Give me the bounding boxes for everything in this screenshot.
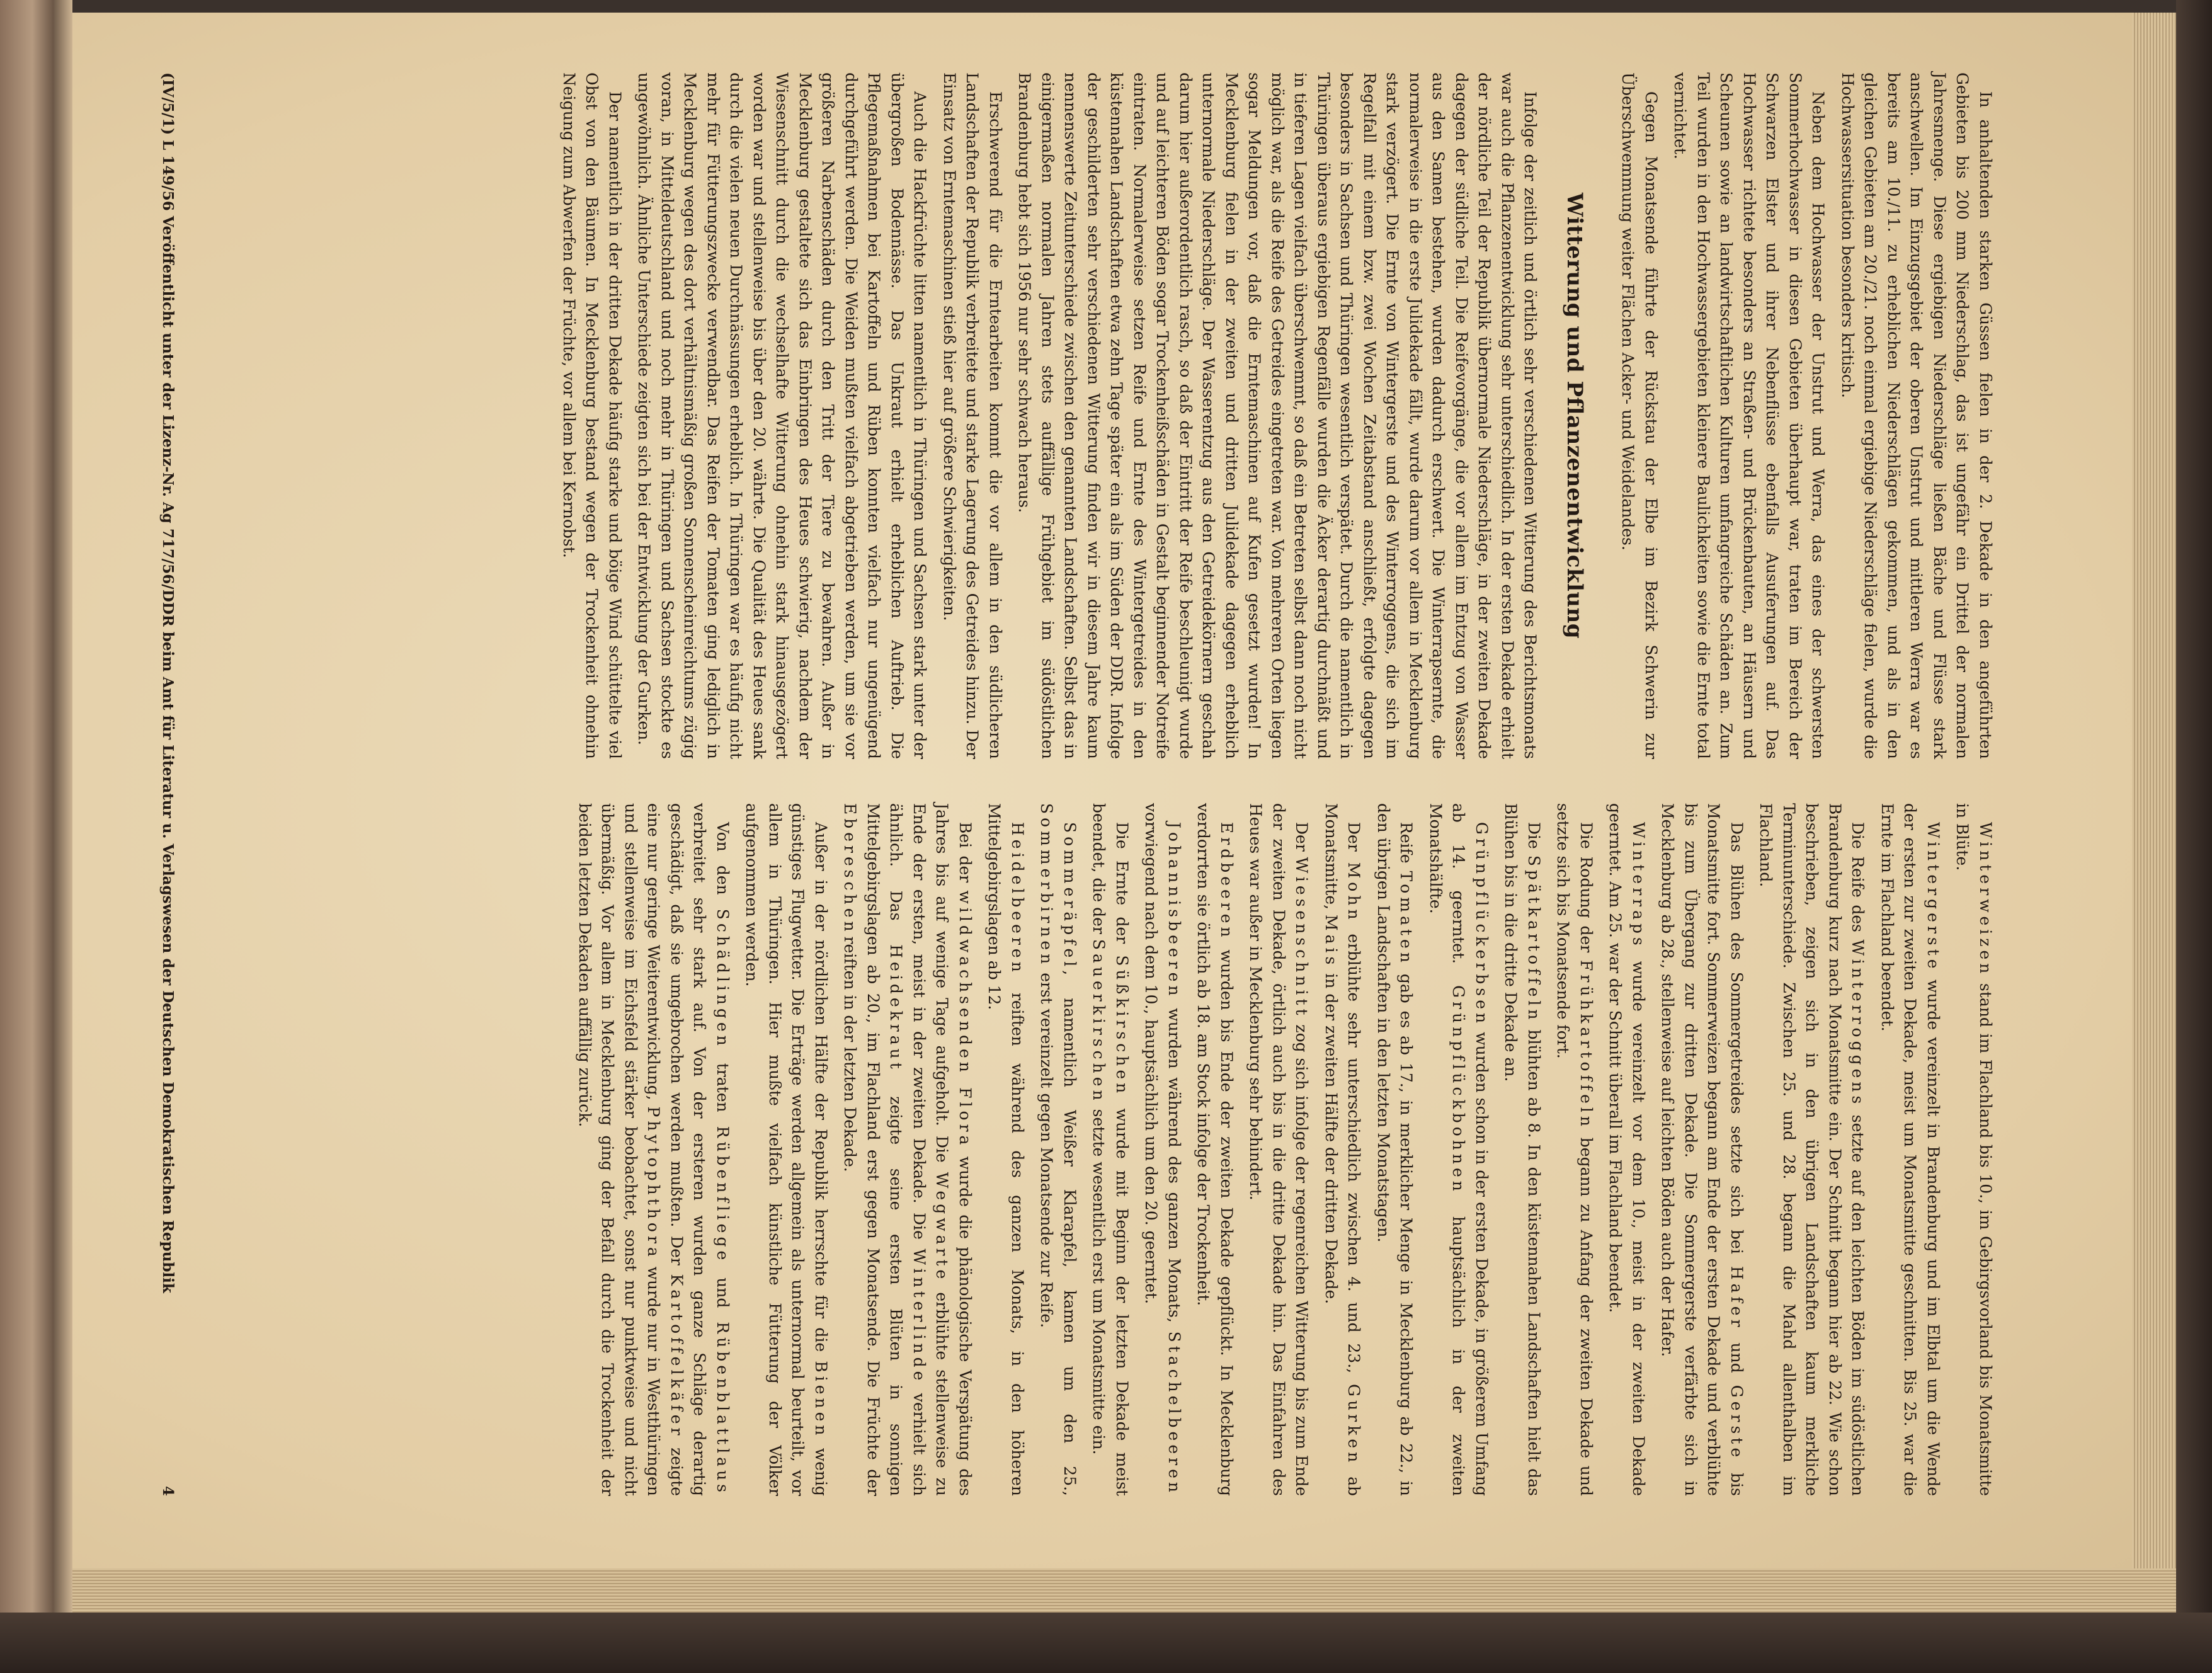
paragraph-wiesenschnitt — [1244, 803, 1313, 1496]
spaced-term: Kartoffelkäfer — [668, 1274, 686, 1439]
text-run: zog sich infolge der regenreichen Witterung bis zum Ende der zweiten Dekade, örtlich auch bis in die dritte Dekade hin. Das Einfahren des Heues war außer in Mecklenburg sehr behindert. — [1246, 803, 1311, 1496]
text-run: wurde mit Beginn der letzten Dekade meist beendet, die der — [1090, 803, 1131, 1496]
spaced-term: Hafer — [1728, 1265, 1746, 1331]
text-run: zeigte seine ersten Blüten in sonnigen Mittelgebirgslagen ab 20., im Flachland erst gegen Monatsende. Die Früchte der — [864, 803, 906, 1496]
text-run: bis Monatsmitte fort. Sommerweizen begann am Ende der ersten Dekade und verblühte bis zum Übergang zur dritten Dekade. Die Sommergerste verfärbte sich in Mecklenburg ab 28., stellenweise auf leichten Böden auch der Hafer. — [1658, 803, 1746, 1496]
text-run: Das Blühen des Sommergetreides setzte sich bei — [1728, 822, 1746, 1266]
text-run: Der — [1292, 822, 1311, 857]
page-content — [101, 28, 2066, 1540]
text-run: hauptsächlich in der zweiten Monatshälfte. — [1427, 803, 1468, 1496]
text-run: setzte auf den leichten Böden im südöstlichen Brandenburg kurz nach Monatsmitte ein. Der Schnitt begann hier ab 22. Wie schon beschrieben, zeigen sich in den übrigen Landschaften kaum merkliche Terminunterschiede. Zwischen 25. und 28. begann die Mahd allenthalben im Flachland. — [1757, 803, 1867, 1496]
spaced-term: Mohn — [1345, 862, 1364, 923]
spaced-term: Wiesenschnitt — [1292, 857, 1311, 1019]
text-run: reiften während des ganzen Monats, in den höheren Mittelgebirgslagen ab 12. — [985, 803, 1027, 1496]
text-run: wurde die phänologische Verspätung des Jahres bis auf wenige Tage aufgeholt. Die — [933, 803, 974, 1496]
spaced-term: Stachelbeeren — [1165, 1331, 1183, 1496]
text-run: wenig günstiges Flugwetter. Die Erträge werden allgemein als unternormal beurteilt, vor allem in Thüringen. Hier mußte vielfach künstliche Fütterung der Völker aufgenommen werden. — [743, 803, 830, 1496]
text-run: Die Ernte der — [1113, 822, 1131, 956]
book-cover-left-edge — [0, 0, 54, 1673]
text-run: begann zu Anfang der zweiten Dekade und setzte sich bis Monatsende fort. — [1554, 803, 1595, 1496]
book-cover-right-edge — [2176, 0, 2212, 1673]
text-run: vorwiegend nach dem 10., hauptsächlich um den 20. geerntet. — [1142, 803, 1161, 1305]
paragraph: Auch die Hackfrüchte litten namentlich in Thüringen und Sachsen stark unter der übergroßen Bodennässe. Das Unkraut erhielt erheblichen Auftrieb. Die Pflegemaßnahmen bei Kartoffeln und Rüben konnten vielfach nur ungenügend durchgeführt werden. Die Weiden mußten vielfach abgetrieben werden, um sie vor größeren Narbenschäden durch den Tritt der Tiere zu bewahren. Außer in Mecklenburg gestaltete sich das Einbringen des Heues schwierig, nachdem der Wiesenschnitt durch die wechselhafte Witterung ohnehin stark hinausgezögert worden war und stellenweise bis über den 20. währte. Die Qualität des Heues sank durch die vielen neuen Durchnässungen erheblich. In Thüringen war es häufig nicht mehr für Fütterungszwecke verwendbar. Das Reifen der Tomaten ging lediglich in Mecklenburg wegen des dort verhältnismäßig großen Sonnenscheinreichtums zügig voran, in Mitteldeutschland und noch mehr in Thüringen und Sachsen stockte es ungewöhnlich. Ähnliche Unterschiede zeigten sich bei der Entwicklung der Gurken. — [635, 72, 930, 759]
spaced-term: Rübenfliege — [714, 1126, 732, 1264]
text-run: Außer in der nördlichen Hälfte der Republik herrschte für die — [812, 822, 830, 1361]
text-run: Von den — [714, 822, 732, 909]
spaced-term: Rübenblattlaus — [714, 1322, 732, 1496]
paragraph-heidelbeeren — [983, 803, 1029, 1496]
text-run: traten — [714, 1049, 732, 1126]
paragraph-schaedlinge — [573, 803, 734, 1496]
page-stack-edge — [2132, 13, 2176, 1568]
paragraph: Neben dem Hochwasser der Unstrut und Werra, das eines der schwersten Sommerhochwasser in diesen Gebieten überhaupt war, traten im Bereich der Schwarzen Elster und ihrer Nebenflüsse ebenfalls Ausuferungen auf. Das Hochwasser richtete besonders an Straßen- und Brückenbauten, an Häusern und Scheunen sowie an landwirtschaftlichen Kulturen umfangreiche Schäden an. Zum Teil wurden in den Hochwassergebieten kleinere Baulichkeiten sowie die Ernte total vernichtet. — [1671, 72, 1828, 759]
spaced-term: Grünpflückbohnen — [1449, 985, 1468, 1195]
spaced-term: Wegwarte — [933, 1172, 952, 1283]
paragraph: Infolge der zeitlich und örtlich sehr verschiedenen Witterung des Berichtsmonats war auch die Pflanzenentwicklung sehr unterschiedlich. In der ersten Dekade erhielt der nördliche Teil der Republik übernormale Niederschläge, in der zweiten Dekade dagegen der südliche Teil. Die Reifevorgänge, die vor allem im Entzug von Wasser aus den Samen bestehen, wurden dadurch erschwert. Die Winterrapsernte, die normalerweise in die erste Julidekade fällt, wurde darum vor allem in Mecklenburg stark verzögert. Die Ernte von Wintergerste und des Winterroggens, die sich im Regelfall mit einem bzw. zwei Wochen Zeitabstand anschließt, erfolgte dagegen besonders in Sachsen und Thüringen wesentlich verspätet. Durch die namentlich in Thüringen überaus ergiebigen Regenfälle wurden die Äcker derartig durchnäßt und in tieferen Lagen vielfach überschwemmt, so daß ein Betreten selbst dann noch nicht möglich war, als die Reife des Getreides eingetreten war. Von mehreren Orten liegen sogar Meldungen vor, daß die Erntemaschinen auf Kufen gesetzt wurden! In Mecklenburg fielen in der zweiten und dritten Julidekade dagegen erheblich unternormale Niederschläge. Der Wasserentzug aus den Getreidekörnern geschah darum hier außerordentlich rasch, so daß der Eintritt der Reife beschleunigt wurde und auf leichteren Böden sogar Trockenheißschäden in Gestalt beginnender Notreife eintraten. Normalerweise setzen Reife und Ernte des Wintergetreides in den küstennahen Landschaften etwa zehn Tage später ein als im Süden der DDR. Infolge der geschilderten sehr verschiedenen Witterung finden wir in diesem Jahre kaum nennenswerte Zeitunterschiede zwischen den genannten Landschaften. Selbst das in einigermaßen normalen Jahren stets auffällige Frühgebiet im südöstlichen Brandenburg hebt sich 1956 nur sehr schwach heraus. — [1015, 72, 1540, 759]
spaced-term: Schädlingen — [714, 908, 732, 1049]
paragraph-fruehkartoffeln — [1551, 803, 1597, 1496]
paragraph-gruenpflueck — [1424, 803, 1493, 1496]
paragraph: In anhaltenden starken Güssen fielen in der 2. Dekade in den angeführten Gebieten bis 200 mm Niederschlag, das ist ungefähr ein Drittel der normalen Jahresmenge. Diese ergiebigen Niederschläge ließen Bäche und Flüsse stark anschwellen. Im Einzugsgebiet der oberen Unstrut und mittleren Werra war es bereits am 10./11. zu erheblichen Niederschlägen gekommen, und als in den gleichen Gebieten am 20./21. noch einmal ergiebige Niederschläge fielen, wurde die Hochwassersituation besonders kritisch. — [1839, 72, 1995, 759]
text-run: wurden bis Ende der zweiten Dekade gepflückt. In Mecklenburg verdorrten sie örtlich ab 18. am Stock infolge der Trockenheit. — [1194, 803, 1236, 1496]
paragraph: Gegen Monatsende führte der Rückstau der Elbe im Bezirk Schwerin zur Überschwemmung weiter Flächen Acker- und Weidelandes. — [1619, 72, 1660, 759]
text-run: in der zweiten Hälfte der dritten Dekade. — [1322, 968, 1340, 1305]
spaced-term: Heidelbeeren — [1008, 822, 1027, 976]
page-gutter — [54, 0, 72, 1673]
spaced-term: Tomaten — [1397, 871, 1416, 966]
page-number: 4 — [159, 1485, 176, 1496]
text-run: verbreitet sehr stark auf. Von der ersteren wurden ganze Schläge derartig geschädigt, daß sie umgebrochen werden mußten. Der — [668, 803, 709, 1496]
text-run: , namentlich Weißer Klarapfel, kamen um den 25., — [1061, 970, 1079, 1496]
text-run: erst vereinzelt gegen Monatsende zur Reife. — [1037, 968, 1056, 1328]
spaced-term: Sommeräpfel — [1061, 822, 1079, 971]
text-run: ab Monatsmitte, — [1322, 803, 1364, 1496]
spaced-term: Winterweizen — [1976, 822, 1995, 978]
spaced-term: Bienen — [812, 1361, 830, 1439]
text-run: und — [714, 1264, 732, 1322]
right-column — [567, 803, 1997, 1496]
spaced-term: Winterraps — [1629, 822, 1648, 949]
text-run: Bei der — [956, 822, 974, 891]
license-note: (IV/5/1) L 149/56 Veröffentlicht unter der Lizenz-Nr. Ag 717/56/DDR beim Amt für Literatur u. Verlagswesen der Deutschen Demokratischen Republik — [159, 72, 176, 1293]
paragraph-johannisbeeren — [1139, 803, 1185, 1496]
spaced-term: Sommerbirnen — [1037, 803, 1056, 968]
page-stack-bottom-edge — [72, 1568, 2176, 1613]
text-run: wurde vereinzelt in Brandenburg und im Elbtal um die Wende der ersten zur zweiten Dekade, meist um Monatsmitte geschnitten. Bis 25. war die Ernte im Flachland beendet. — [1878, 803, 1942, 1496]
spaced-term: Grünpflückerbsen — [1473, 822, 1491, 1027]
text-run: wurden schon in der ersten Dekade, in größerem Umfang ab 14. geerntet. — [1449, 803, 1491, 1496]
paragraph: Erschwerend für die Erntearbeiten kommt die vor allem in den südlicheren Landschaften der Republik verbreitete und starke Lagerung des Getreides hinzu. Der Einsatz von Erntemaschinen stieß hier auf größere Schwierigkeiten. — [940, 72, 1005, 759]
rotated-text-frame — [101, 28, 2066, 1540]
spaced-term: Phytophthora — [644, 1106, 663, 1260]
spaced-term: Frühkartoffeln — [1577, 960, 1595, 1130]
spaced-term: Eberesche — [841, 803, 860, 922]
paragraph-kirschen — [1087, 803, 1133, 1496]
text-run: wurden während des ganzen Monats, — [1165, 999, 1183, 1332]
spaced-term: Mais — [1322, 915, 1340, 969]
spaced-term: Gurken — [1345, 1384, 1364, 1466]
text-run: wurde vereinzelt vor dem 10., meist in der zweiten Dekade geerntet. Am 25. war der Schnitt überall im Flachland beendet. — [1606, 803, 1648, 1496]
paragraph-winterweizen — [1951, 803, 1997, 1496]
text-run: Reife — [1397, 822, 1416, 871]
section-heading: Witterung und Pflanzenentwicklung — [1562, 192, 1587, 639]
paragraph-erdbeeren — [1192, 803, 1238, 1496]
spaced-term: wildwachsenden Flora — [956, 890, 974, 1149]
paragraph: Der namentlich in der dritten Dekade häufig starke und böige Wind schüttelte viel Obst von den Bäumen. In Mecklenburg bestand wegen der Trockenheit ohnehin Neigung zum Abwerfen der Früchte, vor allem bei Kernobst. — [560, 72, 624, 759]
paragraph-winterraps — [1604, 803, 1650, 1496]
text-run: Die Reife des — [1849, 822, 1867, 940]
paragraph-sommeraepfel — [1035, 803, 1081, 1496]
spaced-term: Gerste — [1728, 1385, 1746, 1461]
paragraph-winterroggen — [1754, 803, 1869, 1496]
paragraph-tomaten — [1372, 803, 1418, 1496]
spaced-term: Sauerkirschen — [1090, 939, 1109, 1104]
text-run: gab es ab 17., in merklicher Menge in Mecklenburg ab 22., in den übrigen Landschaften in den letzten Monatstagen. — [1374, 803, 1416, 1497]
text-run: blühten ab 8. In den küstennahen Landschaften hielt das Blühen bis in die dritte Dekade an. — [1502, 803, 1543, 1497]
page-footer — [159, 72, 176, 1496]
paragraph-sommergetreide — [1656, 803, 1748, 1496]
text-run: zeigte eine nur geringe Weiterentwicklung, — [644, 803, 686, 1496]
paragraph-bienen — [740, 803, 832, 1496]
spaced-term: Winterlinde — [910, 1248, 928, 1385]
text-run: und — [1728, 1330, 1746, 1385]
paragraph-mohn — [1320, 803, 1365, 1496]
spaced-term: Johannisbeeren — [1165, 822, 1183, 1000]
text-run: Die Rodung der — [1577, 822, 1595, 960]
spaced-term: Winterroggens — [1849, 939, 1867, 1108]
text-run: verhielt sich ähnlich. Das — [887, 803, 928, 1496]
spaced-term: Heidekraut — [887, 944, 906, 1073]
text-run: n reiften in der letzten Dekade. — [841, 921, 860, 1172]
text-run: wurde nur in Westthüringen und stellenweise im Eichsfeld stärker beobachtet, sonst nur punktweise und nicht übermäßig. Vor allem in Mecklenburg ging der Befall durch die Trockenheit der beiden letzten Dekaden auffällig zurück. — [576, 803, 663, 1496]
paragraph-wintergerste — [1876, 803, 1945, 1496]
paragraph-spaetkartoffeln — [1499, 803, 1545, 1496]
text-run: Der — [1345, 822, 1364, 862]
paragraph-flora — [838, 803, 976, 1496]
spaced-term: Wintergerste — [1924, 822, 1942, 973]
spaced-term: Spätkartoffeln — [1525, 855, 1543, 1024]
spaced-term: Süßkirschen — [1113, 955, 1131, 1097]
text-run: setzte wesentlich erst um Monatsmitte ein. — [1090, 1104, 1109, 1455]
spaced-term: Erdbeeren — [1217, 822, 1236, 941]
text-run: stand im Flachland bis 10., im Gebirgsvorland bis Monatsmitte in Blüte. — [1953, 803, 1995, 1496]
text-run: erblühte sehr unterschiedlich zwischen 4. und 23., — [1345, 923, 1364, 1385]
book-cover-bottom-edge — [0, 1613, 2212, 1673]
text-run: Die — [1525, 822, 1543, 855]
left-column — [551, 72, 1997, 759]
text-run: erblühte stellenweise zu Ende der ersten, meist in der zweiten Dekade. Die — [910, 803, 952, 1496]
